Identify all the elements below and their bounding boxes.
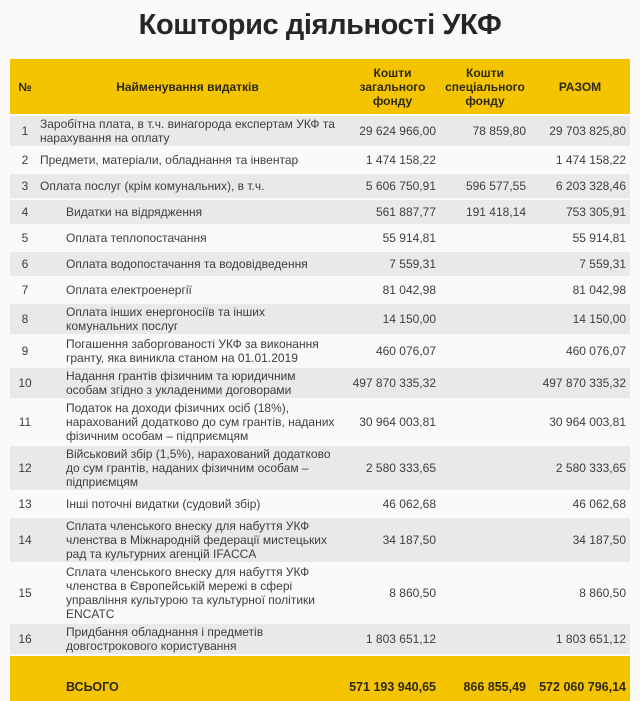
total-special-fund-amount: 866 855,49: [463, 679, 526, 694]
row-general-fund-amount: 30 964 003,81: [359, 415, 436, 429]
row-name: Оплата теплопостачання: [66, 231, 207, 245]
table-row: [10, 304, 630, 334]
row-general-fund-amount: 14 150,00: [382, 312, 436, 326]
table-row: [10, 564, 630, 622]
row-name: Надання грантів фізичним та юридичним особам згідно з укладеними договорами: [66, 369, 296, 397]
row-number: 7: [21, 283, 29, 297]
header-total-column: РАЗОМ: [558, 79, 602, 94]
row-name: Сплата членського внеску для набуття УКФ членства в Європейській мережі в сфері управління культурою та культурної політики ENCATC: [66, 565, 315, 621]
row-total-amount: 30 964 003,81: [549, 415, 626, 429]
row-general-fund-amount: 2 580 333,65: [365, 461, 436, 475]
row-total-amount: 46 062,68: [572, 497, 626, 511]
page-title: Кошторис діяльності УКФ: [138, 9, 502, 41]
budget-table: [10, 59, 630, 701]
row-total-amount: 55 914,81: [572, 231, 626, 245]
row-total-amount: 7 559,31: [579, 257, 626, 271]
row-name: Погашення заборгованості УКФ за виконання гранту, яка виникла станом на 01.01.2019: [66, 337, 319, 365]
row-special-fund-amount: 78 859,80: [472, 124, 526, 138]
row-general-fund-amount: 46 062,68: [382, 497, 436, 511]
table-row: [10, 518, 630, 562]
table-row: [10, 446, 630, 490]
row-general-fund-amount: 29 624 966,00: [359, 124, 436, 138]
table-header: [10, 59, 630, 114]
row-general-fund-amount: 1 803 651,12: [365, 632, 436, 646]
row-general-fund-amount: 5 606 750,91: [365, 179, 436, 193]
row-general-fund-amount: 81 042,98: [382, 283, 436, 297]
row-number: 10: [18, 376, 32, 390]
row-number: 11: [18, 415, 32, 429]
row-name: Оплата водопостачання та водовідведення: [66, 257, 308, 271]
table-row: [10, 400, 630, 444]
table-row: [10, 368, 630, 398]
row-number: 16: [18, 632, 32, 646]
row-total-amount: 8 860,50: [579, 586, 626, 600]
row-general-fund-amount: 8 860,50: [389, 586, 436, 600]
table-row: [10, 278, 630, 302]
row-special-fund-amount: 191 418,14: [465, 205, 526, 219]
row-number: 14: [18, 533, 32, 547]
table-rows: [10, 116, 630, 654]
row-total-amount: 34 187,50: [572, 533, 626, 547]
header-special-fund-column: Кошти спеціального фонду: [445, 65, 525, 108]
table-row: [10, 492, 630, 516]
total-total-amount: 572 060 796,14: [539, 679, 626, 694]
row-total-amount: 2 580 333,65: [555, 461, 626, 475]
row-name: Оплата електроенергії: [66, 283, 192, 297]
row-name: Інші поточні видатки (судовий збір): [66, 497, 261, 511]
total-label: ВСЬОГО: [66, 679, 119, 694]
table-row: [10, 148, 630, 172]
row-name: Предмети, матеріали, обладнання та інвентар: [40, 153, 299, 167]
row-number: 15: [18, 586, 32, 600]
row-general-fund-amount: 55 914,81: [382, 231, 436, 245]
row-name: Видатки на відрядження: [66, 205, 203, 219]
row-name: Оплата інших енергоносіїв та інших комунальних послуг: [66, 305, 266, 333]
row-number: 2: [21, 153, 29, 167]
row-general-fund-amount: 34 187,50: [382, 533, 436, 547]
row-general-fund-amount: 460 076,07: [375, 344, 436, 358]
row-name: Заробітна плата, в т.ч. винагорода експертам УКФ та нарахування на оплату: [40, 117, 335, 145]
total-general-fund-amount: 571 193 940,65: [349, 679, 436, 694]
row-total-amount: 1 803 651,12: [555, 632, 626, 646]
table-row: [10, 252, 630, 276]
row-name: Сплата членського внеску для набуття УКФ членства в Міжнародній федерації мистецьких рад та культурних агенцій IFACCA: [66, 519, 327, 561]
row-total-amount: 81 042,98: [572, 283, 626, 297]
table-row: [10, 200, 630, 224]
row-name: Придбання обладнання і предметів довгострокового користування: [66, 625, 264, 653]
header-general-fund-column: Кошти загального фонду: [359, 65, 426, 108]
row-number: 3: [21, 179, 29, 193]
row-number: 1: [21, 124, 29, 138]
row-general-fund-amount: 497 870 335,32: [352, 376, 436, 390]
row-number: 13: [18, 497, 32, 511]
row-total-amount: 14 150,00: [572, 312, 626, 326]
row-name: Оплата послуг (крім комунальних), в т.ч.: [40, 179, 265, 193]
header-number-column: №: [18, 79, 32, 94]
row-general-fund-amount: 561 887,77: [375, 205, 436, 219]
row-number: 4: [21, 205, 29, 219]
row-general-fund-amount: 1 474 158,22: [365, 153, 436, 167]
row-total-amount: 460 076,07: [565, 344, 626, 358]
row-total-amount: 497 870 335,32: [542, 376, 626, 390]
row-special-fund-amount: 596 577,55: [465, 179, 526, 193]
table-row: [10, 226, 630, 250]
table-total-row: [10, 656, 630, 701]
row-number: 9: [21, 344, 29, 358]
table-row: [10, 116, 630, 146]
row-number: 8: [21, 312, 29, 326]
row-name: Податок на доходи фізичних осіб (18%), нарахований додатково до сум грантів, наданих фізичним особам – підприємцям: [66, 401, 335, 443]
row-total-amount: 6 203 328,46: [555, 179, 626, 193]
row-total-amount: 29 703 825,80: [549, 124, 626, 138]
row-number: 12: [18, 461, 32, 475]
row-number: 6: [21, 257, 29, 271]
table-row: [10, 336, 630, 366]
row-total-amount: 1 474 158,22: [555, 153, 626, 167]
header-name-column: Найменування видатків: [116, 79, 259, 94]
table-row: [10, 624, 630, 654]
row-name: Військовий збір (1,5%), нарахований додатково до сум грантів, наданих фізичним особам – підприємцям: [66, 447, 331, 489]
row-number: 5: [21, 231, 29, 245]
row-total-amount: 753 305,91: [565, 205, 626, 219]
table-row: [10, 174, 630, 198]
row-general-fund-amount: 7 559,31: [389, 257, 436, 271]
